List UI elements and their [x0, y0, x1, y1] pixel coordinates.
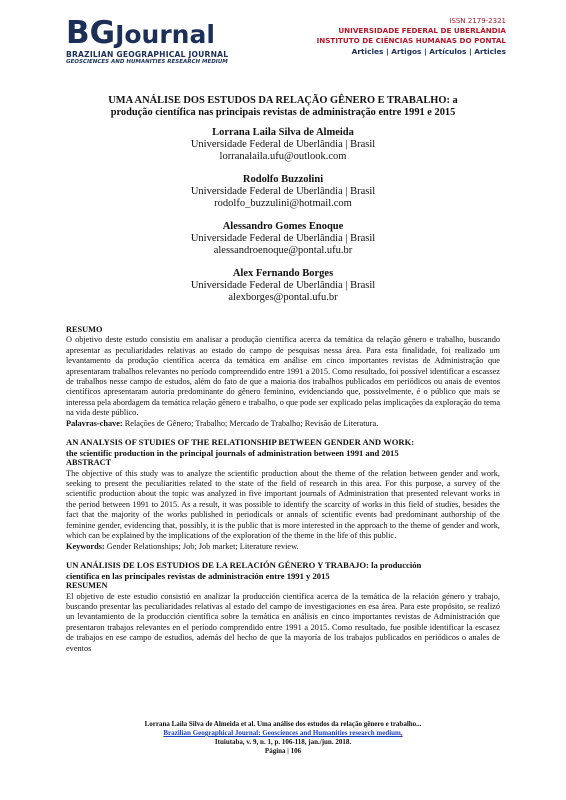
abstract-text: The objective of this study was to analyze the scientific production about the theme of the relation between gender and work, seeking to present the peculiarities related to the state of the field of research in this area. For this purpose, a survey of the scientific production about the topic was analyzed in five important journals of Administration that presented relevant works in the period between 1991 to 2015. As a result, it was possible to identify the scarcity of works in this field of studies, besides the fact that the majority of the works published in periodicals or annals of scientific events had predominant authorship of the feminine gender, evidencing that, possibly, it is the public that is more interested in the approach to the theme of gender and work, which can be explained by the implications of the exploration of the theme in the life of this public. — [66, 468, 500, 541]
journal-logo — [66, 15, 229, 66]
resumo-heading: RESUMO — [66, 325, 103, 334]
author-affiliation: Universidade Federal de Uberlândia | Brasil — [190, 139, 376, 150]
author-affiliation: Universidade Federal de Uberlândia | Brasil — [190, 186, 376, 197]
resumen-text: El objetivo de este estudio consistió en analizar la producción científica acerca de la temática de la relación género y trabajo, buscando presentar las peculiaridades relativas al estado del campo de investigaciones en esa área. Para este propósito, se realizó un levantamiento de la producción científica sobre la temática en análisis en cinco importantes revistas de Administración que presentaron trabajos relevantes en el período comprendido entre 1991 a 2015. Como resultado, fue posible identificar la escasez de trabajos en ese campo de estudios, además del hecho de que la mayoría de los trabajos publicados en periódicos o anales de eventos — [66, 591, 500, 653]
page-footer — [66, 720, 500, 756]
institution-block — [317, 16, 506, 58]
page-number: Página | 106 — [264, 747, 302, 755]
author-name: Lorrana Laila Silva de Almeida — [212, 127, 354, 138]
keywords-label: Palavras-chave: — [66, 418, 123, 428]
citation-line: Lorrana Laila Silva de Almeida et al. Uma análise dos estudos da relação gênero e trabalho... — [144, 720, 422, 728]
resumo-section — [66, 325, 500, 429]
abstract-keywords — [66, 542, 500, 552]
resumo-keywords — [66, 419, 500, 429]
resumen-section — [66, 560, 500, 654]
author-email[interactable]: alexborges@pontal.ufu.br — [228, 292, 338, 303]
issn: ISSN 2179-2321 — [449, 17, 506, 25]
keywords-text: Gender Relationships; Job; Job market; Literature review. — [104, 541, 299, 551]
university-name: UNIVERSIDADE FEDERAL DE UBERLÂNDIA — [338, 26, 506, 35]
keywords-text: Relações de Gênero; Trabalho; Mercado de Trabalho; Revisão de Literatura. — [122, 418, 379, 428]
article-categories: Articles | Artigos | Artículos | Articles — [351, 47, 506, 56]
abstract-section — [66, 437, 500, 552]
english-title: AN ANALYSIS OF STUDIES OF THE RELATIONSHIP BETWEEN GENDER AND WORK: the scientific production in the principal journals of administration between 1991 and 2015 — [66, 437, 415, 458]
logo-subtitle: BRAZILIAN GEOGRAPHICAL JOURNAL — [66, 50, 229, 59]
abstract-body — [66, 325, 500, 662]
article-title: UMA ANÁLISE DOS ESTUDOS DA RELAÇÃO GÊNERO E TRABALHO: a produção científica nas principais revistas de administração entre 1991 e 2015 — [108, 95, 458, 118]
resumen-heading: RESUMEN — [66, 581, 108, 591]
logo-bg-text: BG — [66, 15, 116, 51]
author-block — [70, 174, 496, 210]
author-list — [70, 127, 496, 315]
abstract-heading: ABSTRACT — [66, 458, 112, 468]
author-name: Alex Fernando Borges — [232, 268, 334, 279]
keywords-label: Keywords: — [66, 541, 105, 551]
author-email[interactable]: alessandroenoque@pontal.ufu.br — [213, 245, 353, 256]
journal-link[interactable]: Brazilian Geographical Journal: Geosciences and Humanities research medium, — [163, 729, 403, 737]
author-affiliation: Universidade Federal de Uberlândia | Brasil — [190, 280, 376, 291]
author-email[interactable]: lorranalaila.ufu@outlook.com — [219, 151, 347, 162]
author-block — [70, 221, 496, 257]
author-block — [70, 268, 496, 304]
author-block — [70, 127, 496, 163]
logo-journal-text: Journal — [115, 20, 215, 49]
resumo-text: O objetivo deste estudo consistiu em analisar a produção científica acerca da temática da relação gênero e trabalho, buscando apresentar as peculiaridades relativas ao estado do campo de pesquisas nessa área. Para esta finalidade, foi realizado um levantamento da produção científica acerca da temática em análise em cinco importantes revistas de Administração que apresentaram trabalhos relevantes no período compreendido entre 1991 a 2015. Como resultado, foi possível identificar a escassez de trabalhos nesse campo de estudos, além do fato de que a maioria dos trabalhos publicados em periódicos ou anais de eventos científicos apresentaram autoria predominante do gênero feminino, evidenciando que, possivelmente, é o público que mais se interessa pela abordagem da temática relação gênero e trabalho, o que pode ser explicado pelas implicações da exploração do tema na vida deste público. — [66, 335, 501, 418]
institute-name: INSTITUTO DE CIÊNCIAS HUMANAS DO PONTAL — [316, 36, 506, 45]
volume-info: Ituiutaba, v. 9, n. 1, p. 106-118, jan./jun. 2018. — [214, 738, 352, 746]
spanish-title: UN ANÁLISIS DE LOS ESTUDIOS DE LA RELACIÓN GÉNERO Y TRABAJO: la producción científica en las principales revistas de administración entre 1991 y 2015 — [66, 559, 422, 581]
journal-header — [0, 0, 566, 78]
author-name: Rodolfo Buzzolini — [242, 174, 324, 185]
author-name: Alessandro Gomes Enoque — [222, 221, 344, 232]
logo-tagline: GEOSCIENCES AND HUMANITIES RESEARCH MEDIUM — [66, 59, 228, 65]
author-affiliation: Universidade Federal de Uberlândia | Brasil — [190, 233, 376, 244]
author-email[interactable]: rodolfo_buzzulini@hotmail.com — [214, 198, 352, 209]
